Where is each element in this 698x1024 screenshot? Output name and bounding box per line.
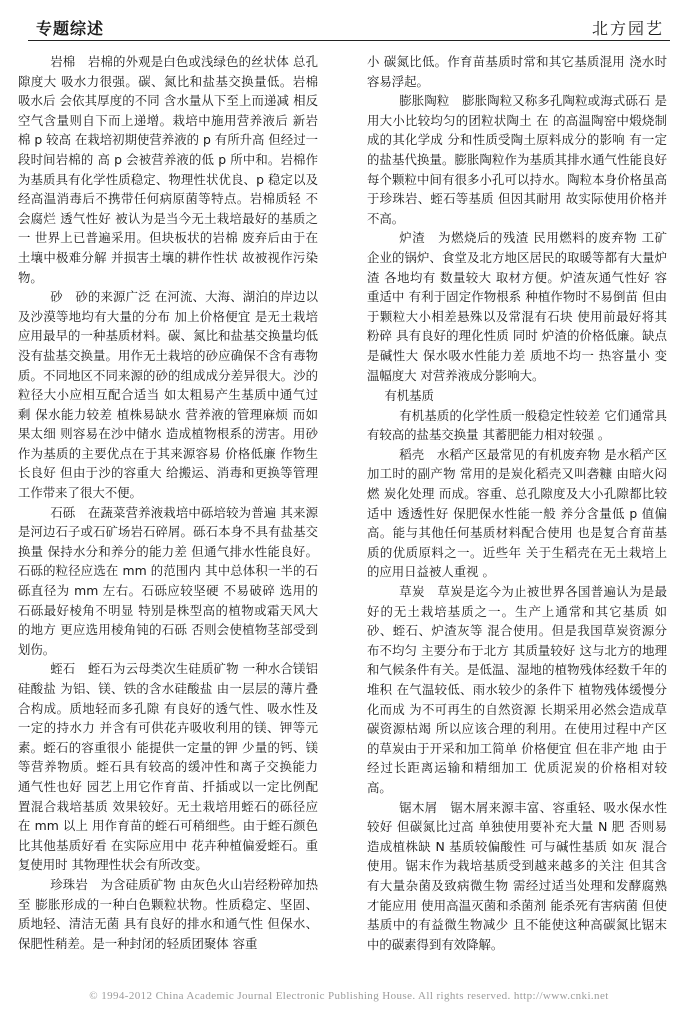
copyright-footer: © 1994-2012 China Academic Journal Electronic Publishing House. All rights reserved. http://www.cnki.net <box>89 990 609 1002</box>
paragraph-term: 珍珠岩 <box>50 876 101 892</box>
paragraph-text: 砂的来源广泛 在河流、大海、湖泊的岸边以及沙漠等地均有大量的分布 加上价格便宜 是无土栽培应用最早的一种基质材料。碳、氮比和盐基交换量均低 没有盐基交换量。用作无土栽培的砂应确保不含有毒物质。不同地区不同来源的砂的组成成分差异很大。沙的粒径大小应相互配合适当 如太粗易产生基质中通气过剩 保水能力较差 植株易缺水 营养液的管理麻烦 而如果太细 则容易在沙中储水 造成植物根系的涝害。用砂作为基质的主要优点在于其来源容易 价格低廉 作物生长良好 但由于沙的容重大 给搬运、消毒和更换等管理工作带来了很大不便。 <box>18 289 318 501</box>
paragraph-term: 岩棉 <box>50 54 88 69</box>
paragraph-term: 砂 <box>50 289 76 305</box>
section-title: 专题综述 <box>36 19 105 38</box>
paragraph <box>367 445 667 582</box>
paragraph <box>367 228 667 385</box>
paragraph <box>367 582 667 798</box>
paragraph-text: 小 碳氮比低。作育苗基质时常和其它基质混用 浇水时容易浮起。 <box>367 54 667 89</box>
paragraph-text: 水稻产区最常见的有机废弃物 是水稻产区加工时的副产物 常用的是炭化稻壳又叫砻糠 由暗火闷燃 炭化处理 而成。容重、总孔隙度及大小孔隙都比较适中 透透性好 保肥保水性能一般 养分含量低 p 值偏高。能与其他任何基质材料配合使用 也是复合育苗基质的优质原料之一。近些年 关于生稻壳在无土栽培上的应用日益被人重视 。 <box>367 446 667 580</box>
left-column <box>18 52 318 953</box>
paragraph <box>367 406 667 445</box>
paragraph <box>18 659 318 875</box>
paragraph-text: 草炭是迄今为止被世界各国普遍认为是最好的无土栽培基质之一。生产上通常和其它基质 如砂、蛭石、炉渣灰等 混合使用。但是我国草炭资源分布不均匀 主要分布于北方 其质量较好 这与北方的地理和气候条件有关。是低温、湿地的植物残体经数千年的堆积 在气温较低、雨水较少的条件下 植物残体缓慢分化而成 为不可再生的自然资源 长期采用必然会造成草碳资源枯竭 所以应该合理的利用。在使用过程中产区的草炭由于开采和加工简单 价格便宜 但在非产地 由于经过长距离运输和精细加工 优质泥炭的价格相对较高。 <box>367 584 668 795</box>
paragraph <box>367 52 667 91</box>
paragraph <box>18 875 318 953</box>
paragraph-term: 蛭石 <box>50 661 88 677</box>
paragraph-text: 在蔬菜营养液栽培中砾培较为普遍 其来源是河边石子或石矿场岩石碎屑。砾石本身不具有盐基交换量 保持水分和养分的能力差 但通气排水性能良好。石砾的粒径应选在 mm 的范围内 其中总体积一半的石砾直径为 mm 左右。石砾应较坚硬 不易破碎 选用的石砾最好棱角不明显 特别是株型高的植物或霜天风大的地方 更应选用棱角钝的石砾 否则会使植物茎部受到划伤。 <box>18 504 318 657</box>
paragraph-text: 有机基质的化学性质一般稳定性较差 它们通常具有较高的盐基交换量 其蓄肥能力相对较强 。 <box>367 407 667 443</box>
paragraph <box>367 91 667 228</box>
paragraph-text: 锯木屑来源丰富、容重轻、吸水保水性较好 但碳氮比过高 单独使用要补充大量 N 肥 否则易造成植株缺 N 基质较偏酸性 可与碱性基质 如灰 混合使用。锯末作为栽培基质受到越来越多的关注 但其含有大量杂菌及致病微生物 需经过适当处理和发酵腐熟才能应用 使用高温灭菌和杀菌剂 能杀死有害病菌 但使基质中的有益微生物减少 且不能使这种高碳氮比锯末中的碳素得到有效降解。 <box>367 799 668 952</box>
paragraph-text: 蛭石为云母类次生硅质矿物 一种水合镁铝硅酸盐 为铝、镁、铁的含水硅酸盐 由一层层的薄片叠合构成。质地轻而多孔隙 有良好的透气性、吸水性及一定的持水力 并含有可供花卉吸收利用的镁、钾等元素。蛭石的容重很小 能提供一定量的钾 少量的钙、镁等营养物质。蛭石具有较高的缓冲性和离子交换能力 通气性也好 园艺上用它作育苗、扦插或以一定比例配置混合栽培基质 效果较好。无土栽培用蛭石的砾径应在 mm 以上 用作育苗的蛭石可稍细些。由于蛭石颜色比其他基质好看 在实际应用中 花卉种植偏爱蛭石。重复使用时 其物理性状会有所改变。 <box>18 661 318 873</box>
paragraph-text: 膨胀陶粒又称多孔陶粒或海式砾石 是用大小比较均匀的团粒状陶土 在 的高温陶窑中煅烧制成的其化学成 分和性质受陶土原料成分的影响 有一定的盐基代换量。膨胀陶粒作为基质其排水通气性能良好 每个颗粒中间有很多小孔可以持水。陶粒本身价格虽高于珍珠岩、蛭石等基质 但因其耐用 故实际使用价格并不高。 <box>367 93 667 226</box>
paragraph <box>18 52 318 287</box>
right-column <box>367 52 667 954</box>
paragraph-term: 炉渣 <box>399 230 439 246</box>
paragraph <box>367 798 667 955</box>
paragraph-term: 稻壳 <box>399 446 437 462</box>
paragraph-term: 石砾 <box>50 504 88 520</box>
paragraph <box>18 287 318 503</box>
paragraph-term: 膨胀陶粒 <box>399 93 463 109</box>
paragraph-term: 锯木屑 <box>399 799 451 815</box>
page-header <box>28 14 670 41</box>
paragraph-text: 岩棉的外观是白色或浅绿色的丝状体 总孔隙度大 吸水力很强。碳、氮比和盐基交换量低。岩棉吸水后 会依其厚度的不同 含水量从下至上而递减 相反 空气含量则自下而上递增。栽培中施用营养液后 新岩棉 p 较高 在栽培初期使营养液的 p 有所升高 但经过一段时间岩棉的 高 p 会被营养液的低 p 所中和。岩棉作为基质具有化学性质稳定、物理性状优良、p 稳定以及经高温消毒后不携带任何病原菌等特点。岩棉质轻 不会腐烂 透气性好 被认为是当今无土栽培最好的基质之一 世界上已普遍采用。但块板状的岩棉 废弃后由于在土壤中极难分解 并损害土壤的耕作性状 故被视作污染物。 <box>18 54 318 285</box>
paragraph-term: 草炭 <box>399 584 438 600</box>
journal-name: 北方园艺 <box>591 19 664 38</box>
paragraph-term: 有机基质 <box>384 388 434 404</box>
paragraph <box>18 503 318 660</box>
paragraph-text: 为燃烧后的残渣 民用燃料的废弃物 工矿企业的锅炉、食堂及北方地区居民的取暖等都有大量炉渣 各地均有 数量较大 取材方便。炉渣灰通气性好 容重适中 有利于固定作物根系 种植作物时不易倒苗 但由于颗粒大小相差悬殊以及常混有石块 使用前最好将其粉碎 具有良好的理化性质 同时 炉渣的价格低廉。缺点是碱性大 保水吸水性能力差 质地不均一 热容量小 变温幅度大 对营养液成分影响大。 <box>367 230 667 383</box>
paragraph-text: 为含硅质矿物 由灰色火山岩经粉碎加热至 膨胀形成的一种白色颗粒状物。性质稳定、坚固、质地轻、清洁无菌 具有良好的排水和通气性 但保水、保肥性稍差。是一种封闭的轻质团聚体 容重 <box>18 876 318 951</box>
subsection-heading <box>367 386 667 406</box>
